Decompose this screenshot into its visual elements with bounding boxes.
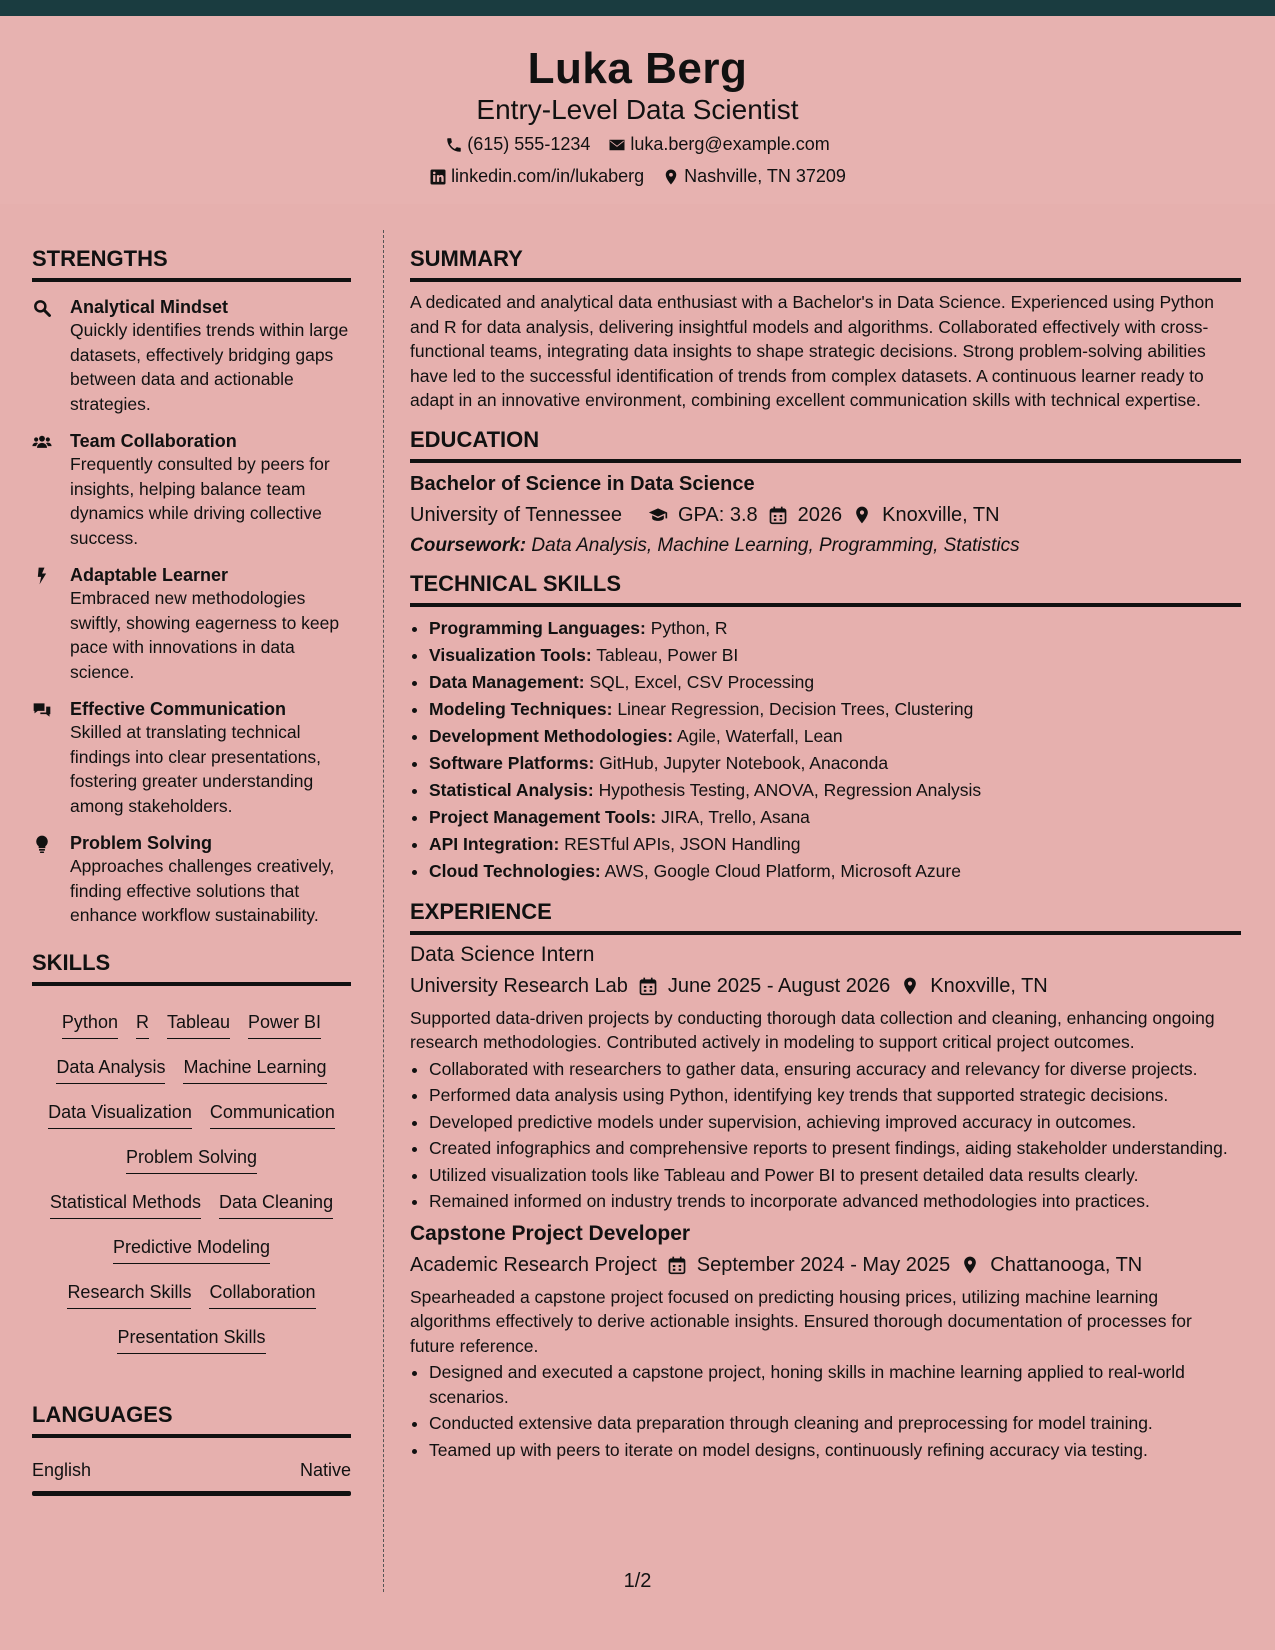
tech-skill-value: SQL, Excel, CSV Processing	[589, 671, 815, 692]
language-proficiency-bar	[32, 1491, 351, 1496]
column-divider	[383, 230, 384, 1592]
strength-title: Effective Communication	[70, 699, 287, 719]
phone-text: (615) 555-1234	[467, 134, 591, 154]
tech-skill-label: Programming Languages:	[429, 617, 646, 638]
list-item	[429, 831, 1241, 858]
email-contact[interactable]	[608, 134, 829, 155]
job-entry	[410, 1222, 1241, 1463]
list-item: • Teamed up with peers to iterate on model designs, continuously refining accuracy via testing.	[429, 1438, 1241, 1463]
resume-header	[0, 16, 1275, 204]
strength-item	[32, 296, 351, 416]
tech-skill-label: Project Management Tools:	[429, 806, 657, 827]
school-name: University of Tennessee	[410, 503, 622, 526]
skill-tag: Communication	[210, 1099, 335, 1129]
tech-skill-value: RESTful APIs, JSON Handling	[564, 833, 801, 854]
strength-item	[32, 430, 351, 550]
list-item	[429, 723, 1241, 750]
skill-tag: Statistical Methods	[50, 1189, 201, 1219]
skill-row	[32, 1225, 351, 1270]
skill-row	[32, 1090, 351, 1135]
tech-skill-value: JIRA, Trello, Asana	[661, 806, 810, 827]
experience-section	[410, 899, 1241, 1463]
tech-skill-value: GitHub, Jupyter Notebook, Anaconda	[599, 752, 889, 773]
calendar-icon	[667, 1255, 687, 1275]
tech-skill-value: Hypothesis Testing, ANOVA, Regression Analysis	[598, 779, 982, 800]
comments-icon	[32, 700, 52, 720]
graduation-year: 2026	[797, 503, 843, 526]
language-item	[32, 1460, 351, 1481]
job-dates: September 2024 - May 2025	[696, 1253, 951, 1276]
skill-tag: R	[136, 1009, 149, 1039]
tech-skill-value: Linear Regression, Decision Trees, Clustering	[617, 698, 974, 719]
strength-title: Problem Solving	[70, 833, 213, 853]
linkedin-contact[interactable]	[429, 166, 644, 187]
technical-skills-heading: TECHNICAL SKILLS	[410, 571, 1241, 607]
tech-skill-label: API Integration:	[429, 833, 560, 854]
strength-title: Adaptable Learner	[70, 565, 229, 585]
list-item	[429, 696, 1241, 723]
skill-tag: Python	[62, 1009, 118, 1039]
skills-heading: SKILLS	[32, 950, 351, 986]
skill-row	[32, 1135, 351, 1180]
tech-skill-value: Tableau, Power BI	[596, 644, 739, 665]
education-location: Knoxville, TN	[882, 503, 1000, 526]
experience-heading: EXPERIENCE	[410, 899, 1241, 935]
list-item: • Designed and executed a capstone project, honing skills in machine learning applied to real-world scenarios.	[429, 1360, 1241, 1409]
lightbulb-icon	[32, 834, 52, 854]
technical-skills-section	[410, 571, 1241, 885]
right-column	[410, 246, 1241, 1476]
list-item: • Created infographics and comprehensive reports to present findings, aiding stakeholder understanding.	[429, 1136, 1241, 1161]
education-section	[410, 427, 1241, 557]
job-title: Data Science Intern	[410, 942, 595, 966]
map-pin-icon	[662, 168, 680, 186]
linkedin-text: linkedin.com/in/lukaberg	[451, 166, 645, 186]
strength-item	[32, 564, 351, 684]
strength-description: Approaches challenges creatively, finding effective solutions that enhance workflow sustainability.	[70, 856, 335, 925]
job-description: Spearheaded a capstone project focused on predicting housing prices, utilizing machine learning algorithms effectively to derive actionable insights. Ensured thorough documentation of processes for future reference.	[410, 1286, 1192, 1356]
skill-tag: Tableau	[167, 1009, 230, 1039]
strength-description: Quickly identifies trends within large datasets, effectively bridging gaps between data and actionable strategies.	[70, 320, 349, 414]
skill-tag: Data Cleaning	[219, 1189, 333, 1219]
calendar-icon	[768, 505, 788, 525]
list-item	[429, 615, 1241, 642]
users-icon	[32, 432, 52, 452]
graduation-cap-icon	[648, 505, 668, 525]
job-org: Academic Research Project	[410, 1253, 657, 1276]
summary-text: A dedicated and analytical data enthusiast with a Bachelor's in Data Science. Experienced using Python and R for data analysis, delivering insightful models and algorithms. Collaborated effectively with cross-functional teams, integrating data insights to shape strategic decisions. Strong problem-solving abilities have led to the successful identification of trends from complex datasets. A continuous learner ready to adapt in an innovative environment, combining excellent communication skills with technical expertise.	[410, 292, 1214, 410]
list-item	[429, 669, 1241, 696]
tech-skill-label: Development Methodologies:	[429, 725, 674, 746]
skill-tag: Collaboration	[209, 1279, 315, 1309]
top-accent-bar	[0, 0, 1275, 16]
summary-section	[410, 246, 1241, 413]
skill-row	[32, 1000, 351, 1045]
strength-description: Skilled at translating technical findings into clear presentations, fostering greater understanding among stakeholders.	[70, 722, 321, 816]
skill-row	[32, 1270, 351, 1315]
map-pin-icon	[852, 505, 872, 525]
job-location: Chattanooga, TN	[990, 1253, 1143, 1276]
map-pin-icon	[900, 976, 920, 996]
education-meta	[410, 504, 1241, 527]
summary-heading: SUMMARY	[410, 246, 1241, 282]
contact-line-1	[0, 134, 1275, 155]
education-heading: EDUCATION	[410, 427, 1241, 463]
skill-tag: Problem Solving	[126, 1144, 257, 1174]
calendar-icon	[638, 976, 658, 996]
strength-item	[32, 832, 351, 928]
tech-skill-label: Statistical Analysis:	[429, 779, 594, 800]
list-item	[429, 858, 1241, 885]
technical-skills-list	[410, 615, 1241, 885]
list-item: • Utilized visualization tools like Tableau and Power BI to present detailed data results clearly.	[429, 1163, 1241, 1188]
language-name: English	[32, 1459, 92, 1480]
list-item: • Collaborated with researchers to gather data, ensuring accuracy and relevancy for diverse projects.	[429, 1057, 1241, 1082]
tech-skill-value: Python, R	[650, 617, 728, 638]
candidate-title: Entry-Level Data Scientist	[476, 94, 799, 125]
job-bullets	[410, 1057, 1241, 1214]
job-meta	[410, 1254, 1241, 1277]
skill-tag: Research Skills	[67, 1279, 191, 1309]
skill-tag: Data Visualization	[48, 1099, 192, 1129]
list-item: • Performed data analysis using Python, identifying key trends that supported strategic decisions.	[429, 1083, 1241, 1108]
left-column	[32, 246, 351, 1496]
list-item: • Remained informed on industry trends to incorporate advanced methodologies into practices.	[429, 1189, 1241, 1214]
skill-tag: Power BI	[248, 1009, 321, 1039]
skill-row	[32, 1315, 351, 1360]
contact-line-2	[0, 166, 1275, 187]
linkedin-icon	[429, 168, 447, 186]
envelope-icon	[608, 136, 626, 154]
tech-skill-label: Data Management:	[429, 671, 585, 692]
skill-row	[32, 1045, 351, 1090]
job-bullets	[410, 1360, 1241, 1462]
strength-item	[32, 698, 351, 818]
coursework-list: Data Analysis, Machine Learning, Programming, Statistics	[531, 534, 1020, 556]
list-item: • Conducted extensive data preparation through cleaning and preprocessing for model training.	[429, 1411, 1241, 1436]
skill-row	[32, 1180, 351, 1225]
skill-tag: Presentation Skills	[117, 1324, 265, 1354]
strength-description: Embraced new methodologies swiftly, showing eagerness to keep pace with innovations in data science.	[70, 588, 340, 682]
skills-list	[32, 1000, 351, 1360]
list-item: • Developed predictive models under supervision, achieving improved accuracy in outcomes.	[429, 1110, 1241, 1135]
job-title: Capstone Project Developer	[410, 1221, 691, 1245]
job-location: Knoxville, TN	[930, 974, 1048, 997]
bolt-icon	[32, 566, 52, 586]
job-dates: June 2025 - August 2026	[667, 974, 891, 997]
coursework-line	[410, 535, 1241, 557]
list-item	[429, 750, 1241, 777]
phone-contact	[445, 134, 590, 155]
email-text: luka.berg@example.com	[630, 134, 830, 154]
list-item	[429, 804, 1241, 831]
page-number: 1/2	[623, 1570, 652, 1592]
tech-skill-label: Cloud Technologies:	[429, 860, 601, 881]
map-pin-icon	[960, 1255, 980, 1275]
skill-tag: Predictive Modeling	[113, 1234, 270, 1264]
tech-skill-value: AWS, Google Cloud Platform, Microsoft Azure	[604, 860, 961, 881]
degree-title: Bachelor of Science in Data Science	[410, 472, 755, 495]
coursework-label: Coursework:	[410, 534, 527, 556]
tech-skill-value: Agile, Waterfall, Lean	[676, 725, 843, 746]
strength-description: Frequently consulted by peers for insights, helping balance team dynamics while driving collective success.	[70, 454, 330, 548]
tech-skill-label: Visualization Tools:	[429, 644, 592, 665]
languages-heading: LANGUAGES	[32, 1402, 351, 1438]
search-icon	[32, 298, 52, 318]
tech-skill-label: Modeling Techniques:	[429, 698, 613, 719]
tech-skill-label: Software Platforms:	[429, 752, 595, 773]
strength-title: Analytical Mindset	[70, 297, 229, 317]
candidate-name: Luka Berg	[527, 44, 748, 93]
job-entry	[410, 943, 1241, 1214]
list-item	[429, 777, 1241, 804]
location-contact	[662, 166, 846, 187]
job-meta	[410, 975, 1241, 998]
list-item	[429, 642, 1241, 669]
location-text: Nashville, TN 37209	[684, 166, 846, 186]
gpa-text: GPA: 3.8	[677, 503, 758, 526]
strengths-heading: STRENGTHS	[32, 246, 351, 282]
strength-title: Team Collaboration	[70, 431, 237, 451]
skill-tag: Machine Learning	[183, 1054, 326, 1084]
job-org: University Research Lab	[410, 974, 628, 997]
language-level: Native	[299, 1459, 351, 1480]
phone-icon	[445, 136, 463, 154]
skill-tag: Data Analysis	[56, 1054, 165, 1084]
job-description: Supported data-driven projects by conducting thorough data collection and cleaning, enhancing ongoing research methodologies. Contributed actively in modeling to support critical project outcomes.	[410, 1007, 1215, 1052]
